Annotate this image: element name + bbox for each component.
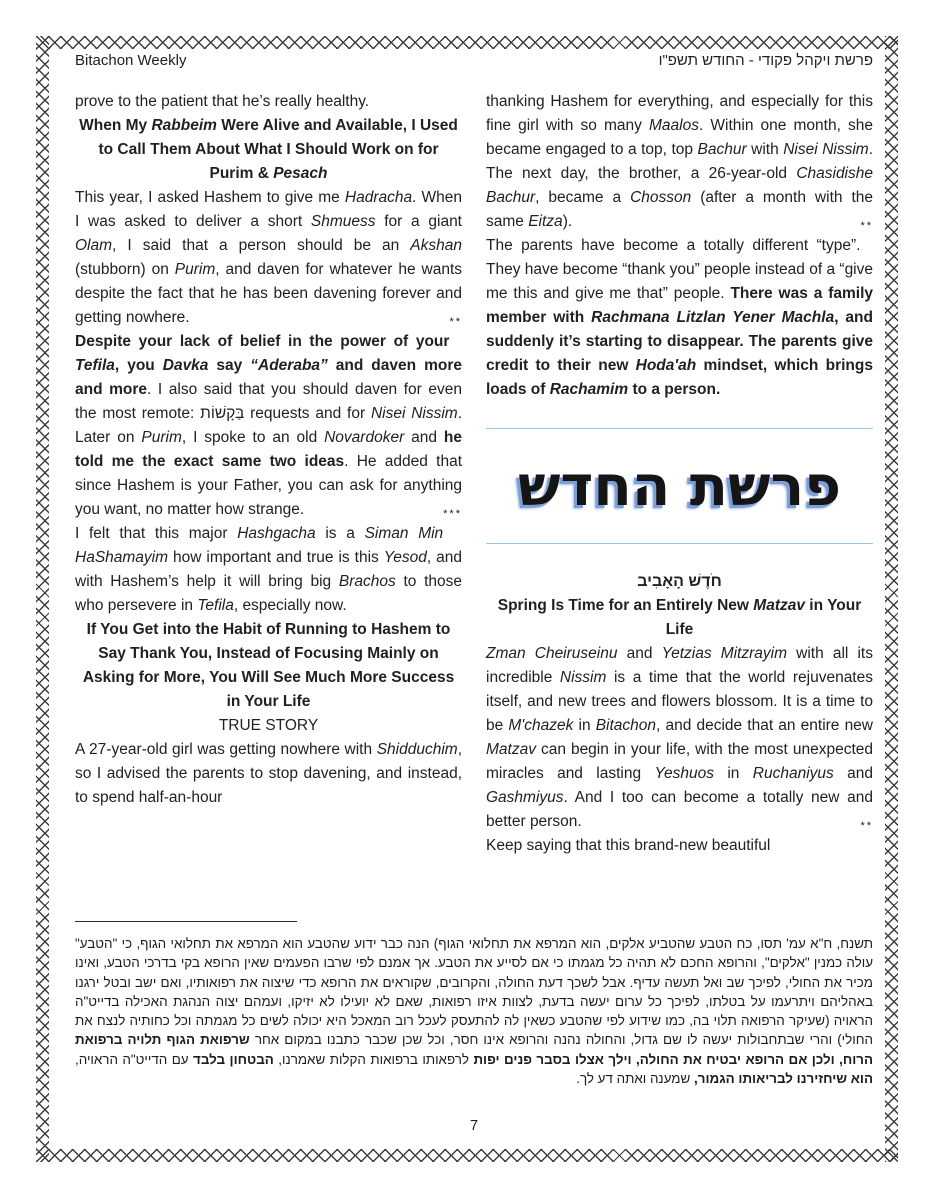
newsletter-title: Bitachon Weekly	[75, 52, 187, 69]
text-run: Hashgacha	[237, 525, 316, 542]
text-run: . Later on	[75, 405, 463, 446]
decorative-border-bottom	[36, 1149, 898, 1162]
text-run: Keep saying that this brand-new beautiful	[486, 837, 771, 854]
text-run: ).	[562, 213, 573, 230]
text-run: and	[404, 429, 444, 446]
section-divider	[486, 428, 873, 429]
text-run: , I said that a person should be an	[112, 237, 411, 254]
text-run: Yeshuos	[654, 765, 714, 782]
text-run: Spring Is Time for an Entirely New	[497, 597, 754, 614]
text-run: and	[833, 765, 873, 782]
text-run: Nisei Nissim	[370, 405, 458, 422]
decorative-border-right	[885, 36, 898, 1162]
two-column-body	[75, 90, 873, 858]
text-run: Maalos	[649, 117, 699, 134]
text-run: Zman Cheiruseinu	[486, 645, 618, 662]
text-run: Bachur	[697, 141, 747, 158]
text-run: with all its incredible	[486, 645, 873, 686]
text-run: Ruchaniyus	[752, 765, 834, 782]
text-run: with	[746, 141, 784, 158]
text-run: thanking Hashem for everything, and especially for this fine girl with so many	[486, 93, 873, 134]
text-run: . And I too can become a totally new and better person.	[486, 789, 873, 830]
text-run: , especially now.	[233, 597, 347, 614]
text-run: Were Alive and Available, I Used to Call Them About What I Should Work on for Purim &	[98, 117, 458, 182]
text-run: , I spoke to an old	[181, 429, 325, 446]
text-run: Purim	[174, 261, 216, 278]
text-run: mindset, which brings loads of	[486, 357, 873, 398]
asterisk-marker: **	[860, 220, 873, 232]
hebrew-subheading	[486, 570, 873, 594]
text-run: תשנח, ח"א עמ' תסו, כח הטבע שהטביע אלקים, הוא המרפא את תחלואי הגוף) הנה כבר ידוע שהטבע הוא המרפא את תחלואי הגוף, כי "הטבע" עולה כמנין "אלקים", והרופא החכם לא תהיה כל מגמתו כי אם לסייע את הטבע. אך אמנם לפי שרבו הפעמים שאין הרופא בקי בדרכי הטבע, ואינו מכיר את החולי, לפיכך שב ואל תעשה עדיף. אבל לשכך דעת החולה, והקרובים, שקוראים את הרופא כדי שיצוה את רפואותיו, ואם ישב ובטל ירגנו באהליהם ויתרעמו על בטלתו, לפיכך כל ערום יעשה בדעת, לצוות איזו רפואות, שאם לא יועילו לא יזיקו, ועמהם יצוה הנהגת האכילה בדייט"ה הראויה (שעיקר הרפואה תלוי בה, כמו שידוע לפי שהטבע כשאין לה להתעסק לעכל רוב המאכל היא יכולה לשים כל מגמתה וכל כחותיה לנצח את החולי) והרי שבתחבולות יעשה לו שם גדול, והחולה נהנה והרופא אינו חסר, וכל שכן שכבר כתבנו במקום אחר	[75, 936, 873, 1048]
text-run: . Within one month, she became engaged to a top, top	[486, 117, 873, 158]
text-run: בַּקָשׁוֹת	[200, 405, 245, 422]
text-run: , and suddenly it’s starting to disappear. The parents give credit to their new	[486, 309, 873, 374]
text-run: שרפואת הגוף תלויה ברפואת הרוח, ולכן אם הרופא יבטיח את החולה, וילך אצלו בסבר פנים יפות	[75, 1032, 874, 1067]
text-run: חֹדֶשׁ הָאָבִיב	[637, 573, 722, 590]
asterisk-marker: **	[449, 316, 462, 328]
footnote-hebrew	[75, 934, 873, 1088]
section-heading	[75, 114, 462, 186]
text-run: Nisei Nissim	[783, 141, 869, 158]
intro-line	[75, 90, 462, 114]
text-run: Shidduchim	[376, 741, 458, 758]
text-run: שמענה ואתה דע לך.	[576, 1071, 695, 1087]
text-run: Yetzias Mitzrayim	[661, 645, 787, 662]
paragraph	[75, 738, 462, 810]
section-title-hebrew: פרשת החדש	[517, 453, 842, 519]
text-run: M'chazek	[508, 717, 574, 734]
text-run: to a person.	[628, 381, 721, 398]
true-story-label	[75, 714, 462, 738]
text-run: to those who persevere in	[75, 573, 462, 614]
text-run: , became a	[535, 189, 631, 206]
text-run: הבטחון בלבד	[193, 1051, 274, 1067]
text-run: Siman Min HaShamayim	[75, 525, 444, 566]
text-run: . When I was asked to deliver a short	[75, 189, 462, 230]
paragraph	[75, 522, 462, 618]
text-run: Olam	[75, 237, 113, 254]
text-run: The parents have become a totally different “type”. They have become “thank you” people instead of a “give me this and give me that” people.	[486, 237, 873, 302]
text-run: (stubborn) on	[75, 261, 175, 278]
text-run: and	[617, 645, 662, 662]
text-run: is a	[315, 525, 365, 542]
text-run: עם הדייט"ה הראויה,	[75, 1051, 194, 1067]
text-run: Matzav	[486, 741, 536, 758]
text-run: can begin in your life, with the most unexpected miracles and lasting	[486, 741, 873, 782]
text-run: Nissim	[559, 669, 607, 686]
text-run: Davka	[162, 357, 209, 374]
text-run: Tefila	[75, 357, 115, 374]
text-run: Brachos	[338, 573, 396, 590]
text-run: Eitza	[528, 213, 563, 230]
text-run: Novardoker	[324, 429, 405, 446]
text-run: הוא שיחזירנו לבריאותו הגמור,	[694, 1071, 873, 1087]
text-run: Gashmiyus	[486, 789, 564, 806]
text-run: “Aderaba”	[250, 357, 328, 374]
text-run: Yesod	[383, 549, 427, 566]
text-run: Rachmana Litzlan Yener Machla	[591, 309, 835, 326]
text-run: requests and for	[244, 405, 371, 422]
paragraph	[486, 234, 873, 402]
text-run: how important and true is this	[168, 549, 384, 566]
paragraph	[75, 330, 462, 522]
text-run: TRUE STORY	[218, 717, 319, 734]
text-run: for a giant	[375, 213, 462, 230]
text-run: in	[573, 717, 596, 734]
text-run: Chasidishe Bachur	[486, 165, 873, 206]
text-run: Bitachon	[595, 717, 657, 734]
text-run: in Your Life	[665, 597, 862, 638]
left-column	[75, 90, 462, 810]
paragraph	[486, 90, 873, 234]
right-column	[486, 90, 873, 858]
footnote-separator	[75, 921, 297, 922]
section-heading	[75, 618, 462, 714]
text-run: and daven more and more	[75, 357, 462, 398]
text-run: There was a family member with	[486, 285, 873, 326]
text-run: say	[208, 357, 251, 374]
text-run: I felt that this major	[75, 525, 238, 542]
text-run: When My	[79, 117, 152, 134]
text-run: Rabbeim	[151, 117, 217, 134]
text-run: Pesach	[273, 165, 328, 182]
decorative-border-left	[36, 36, 49, 1162]
text-run: . The next day, the brother, a 26-year-old	[486, 141, 874, 182]
text-run: A 27-year-old girl was getting nowhere with	[75, 741, 377, 758]
text-run: , and daven for whatever he wants despite the fact that he has been davening forever and getting nowhere.	[75, 261, 462, 326]
paragraph	[486, 642, 873, 834]
text-run: , you	[114, 357, 163, 374]
text-run: Matzav	[753, 597, 805, 614]
text-run: , so I advised the parents to stop davening, and instead, to spend half-an-hour	[75, 741, 462, 806]
decorative-border-top	[36, 36, 898, 49]
text-run: Chosson	[630, 189, 692, 206]
text-run: Shmuess	[310, 213, 376, 230]
section-divider	[486, 543, 873, 544]
paragraph	[75, 186, 462, 330]
text-run: . He added that since Hashem is your Father, you can ask for anything you want, no matter how strange.	[75, 453, 462, 518]
section-heading	[486, 594, 873, 642]
page-number: 7	[469, 1118, 479, 1134]
paragraph	[486, 834, 873, 858]
asterisk-marker: ***	[443, 508, 462, 520]
text-run: Hadracha	[344, 189, 413, 206]
text-run: לרפאותו ברפואות הקלות שאמרנו,	[273, 1051, 474, 1067]
text-run: prove to the patient that he’s really healthy.	[75, 93, 370, 110]
asterisk-marker: **	[860, 820, 873, 832]
text-run: Purim	[141, 429, 182, 446]
text-run: in	[713, 765, 753, 782]
text-run: he told me the exact same two ideas	[75, 429, 462, 470]
text-run: Despite your lack of belief in the power of your	[75, 333, 450, 350]
text-run: This year, I asked Hashem to give me	[75, 189, 345, 206]
text-run: is a time that the world rejuvenates itself, and new trees and flowers blossom. It is a time to be	[486, 669, 873, 734]
text-run: , and decide that an entire new	[656, 717, 873, 734]
text-run: Hoda'ah	[635, 357, 697, 374]
text-run: Tefila	[197, 597, 234, 614]
text-run: If You Get into the Habit of Running to Hashem to Say Thank You, Instead of Focusing Mainly on Asking for More, You Will See Much More Success in Your Life	[82, 621, 455, 710]
text-run: Akshan	[410, 237, 462, 254]
parsha-date-header: פרשת ויקהל פקודי - החודש תשפ"ו	[658, 52, 873, 69]
text-run: . I also said that you should daven for even the most remote:	[75, 381, 462, 422]
text-run: (after a month with the same	[486, 189, 873, 230]
text-run: , and with Hashem’s help it will bring big	[75, 549, 462, 590]
text-run: Rachamim	[549, 381, 629, 398]
